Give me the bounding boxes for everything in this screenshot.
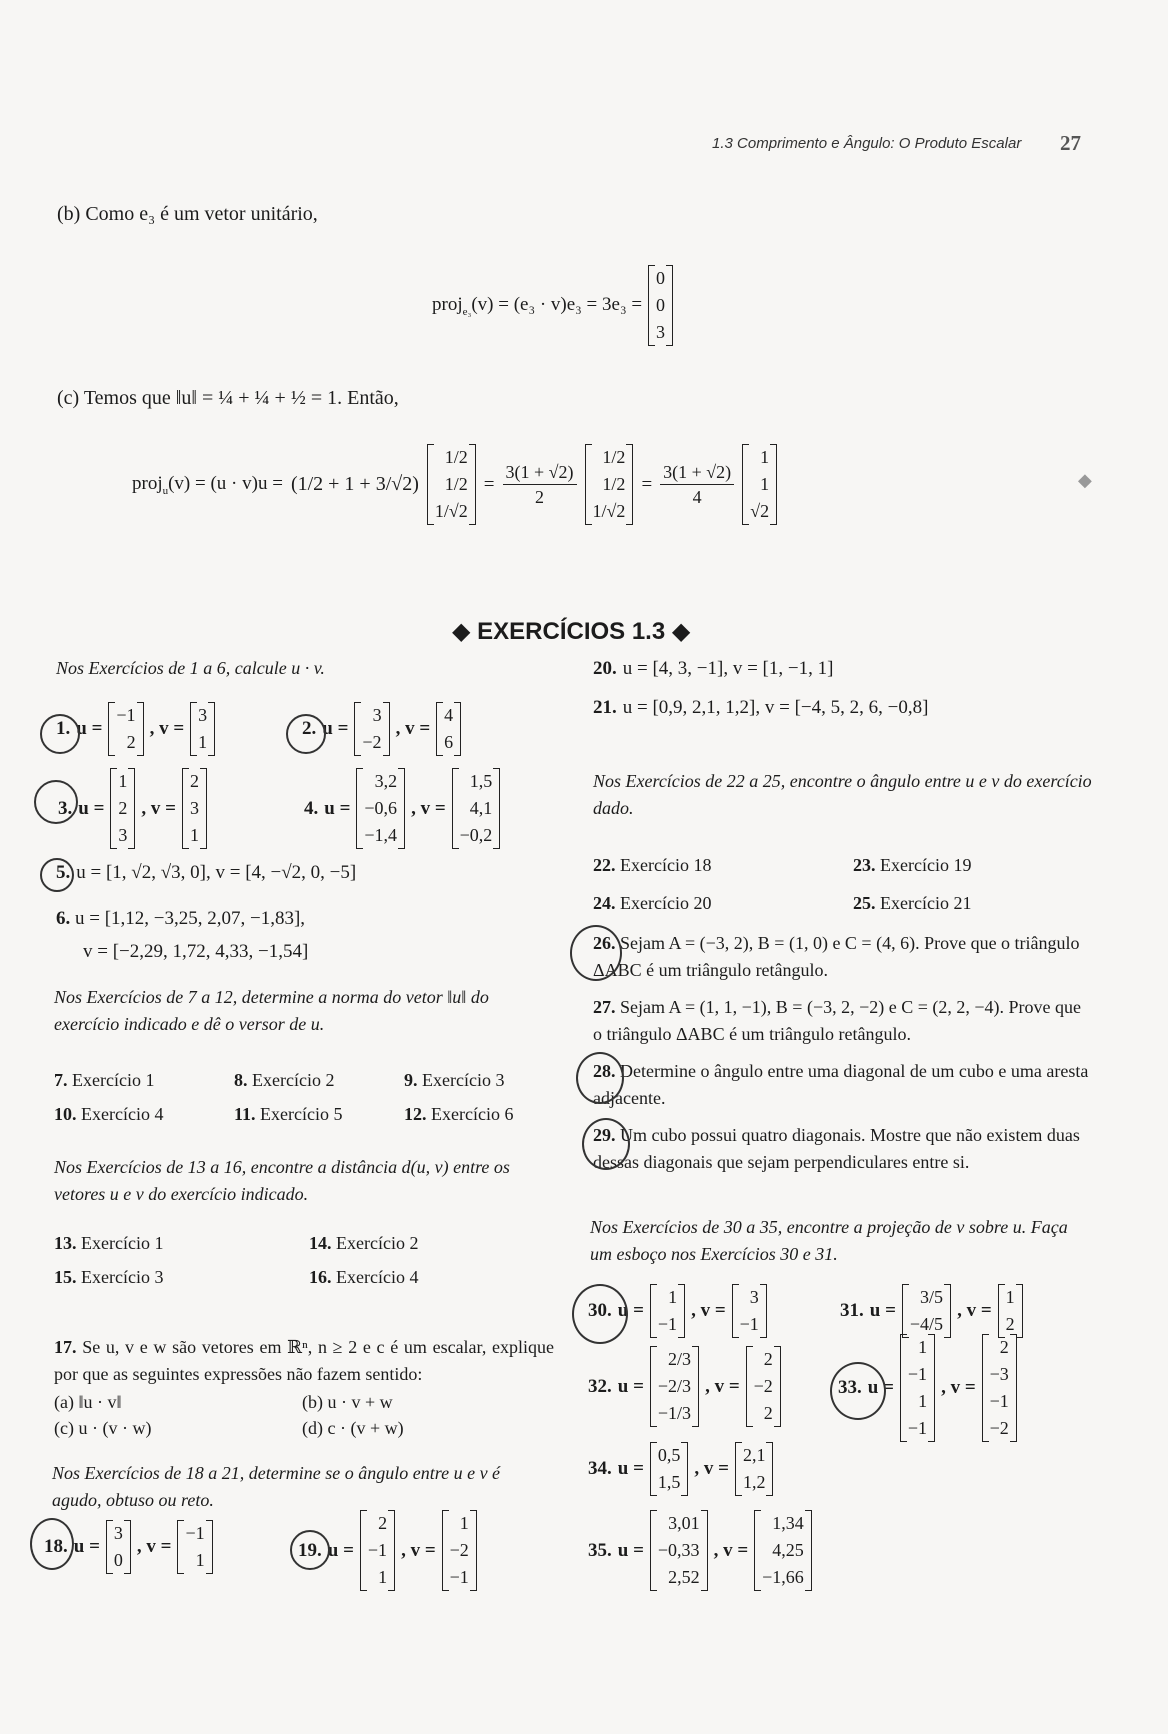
v-label: , v = <box>713 1539 749 1561</box>
c-vector-1 <box>427 444 476 525</box>
exercise-number: 16. <box>309 1267 332 1287</box>
c-fraction-1 <box>503 460 577 509</box>
u-label: u = <box>617 1458 644 1479</box>
vector-entry: −1/3 <box>657 1403 692 1423</box>
v-vector <box>436 702 461 756</box>
u-label: u = <box>327 1539 354 1561</box>
running-title: 1.3 Comprimento e Ângulo: O Produto Escalar <box>712 135 1022 152</box>
v-vector <box>982 1334 1017 1442</box>
exercise-number: 24. <box>593 893 616 913</box>
exercise-number: 27. <box>593 997 616 1017</box>
exercises-7-12 <box>54 1063 574 1131</box>
vector-entry: 3/5 <box>920 1287 944 1307</box>
diamond-icon: ◆ <box>1078 470 1092 490</box>
handwritten-circle <box>40 714 80 754</box>
exercises-22-25 <box>593 846 1073 922</box>
exercise-29 <box>593 1122 1093 1176</box>
numerator: 3(1 + √2) <box>503 460 577 485</box>
c-vector-2 <box>585 444 634 525</box>
c-fraction-2 <box>660 460 734 509</box>
vector-entry: −0,6 <box>364 798 398 818</box>
vector-entry: 1 <box>189 825 199 845</box>
vector-entry: −1 <box>367 1540 388 1560</box>
vector-entry: 3 <box>749 1287 759 1307</box>
exercise-number: 17. <box>54 1337 77 1357</box>
vector-entry: −1 <box>907 1418 928 1438</box>
u-vector <box>110 768 135 849</box>
vector-entry: 3 <box>118 825 128 845</box>
u-label: u = <box>76 718 103 739</box>
v-label: , v = <box>149 718 185 739</box>
vector-entry: 2 <box>999 1337 1009 1357</box>
vector-entry: 3 <box>189 798 199 818</box>
exercise-ref: Exercício 5 <box>260 1104 343 1124</box>
exercise-ref: Exercício 4 <box>81 1104 164 1124</box>
vector-entry: 3 <box>113 1523 123 1543</box>
exercise-number: 21. <box>593 697 617 718</box>
u-vector <box>650 1346 699 1427</box>
handwritten-circle <box>572 1284 628 1344</box>
vector-entry: 1 <box>118 771 128 791</box>
denominator: 4 <box>692 487 702 507</box>
handwritten-circle <box>576 1052 624 1104</box>
vector-entry: 1 <box>918 1337 928 1357</box>
exercise-number: 15. <box>54 1267 77 1287</box>
vector-entry: 1 <box>668 1287 678 1307</box>
exercise-34 <box>588 1442 773 1496</box>
proj-mid: (v) = (u · v)u = <box>168 472 283 494</box>
instructions-30-35: Nos Exercícios de 30 a 35, encontre a projeção de v sobre u. Faça um esboço nos Exercícios 30 e 31. <box>590 1217 1068 1264</box>
exercise-17-parts <box>54 1389 502 1441</box>
u-label: u = <box>324 797 351 819</box>
equals-sign: = <box>483 473 495 495</box>
u-vector <box>106 1520 131 1574</box>
vector-entry: 4,25 <box>772 1540 804 1560</box>
exercise-ref: Exercício 6 <box>431 1104 514 1124</box>
u-label: u = <box>617 1539 644 1561</box>
v-label: , v = <box>957 1300 992 1321</box>
numerator: 3(1 + √2) <box>660 460 734 485</box>
exercise-text: u = [4, 3, −1], v = [1, −1, 1] <box>622 658 834 679</box>
exercise-number: 11. <box>234 1104 256 1124</box>
exercise-ref: Exercício 20 <box>620 893 712 913</box>
exercise-ref: Exercício 1 <box>72 1070 155 1090</box>
instructions-22-25: Nos Exercícios de 22 a 25, encontre o ângulo entre u e v do exercício dado. <box>593 771 1092 818</box>
vector-entry: −4/5 <box>909 1314 944 1334</box>
instructions-18-21: Nos Exercícios de 18 a 21, determine se o ângulo entre u e v é agudo, obtuso ou reto. <box>52 1463 501 1510</box>
section-title: ◆ EXERCÍCIOS 1.3 ◆ <box>452 618 691 645</box>
v-label: , v = <box>395 718 431 739</box>
denominator: 2 <box>535 487 545 507</box>
vector-entry: −1 <box>185 1523 205 1543</box>
vector-entry: −0,33 <box>657 1540 700 1560</box>
v-vector <box>998 1284 1023 1338</box>
exercise-ref: Exercício 2 <box>252 1070 335 1090</box>
exercise-number: 31. <box>840 1300 864 1321</box>
exercise-ref: Exercício 3 <box>81 1267 164 1287</box>
exercise-5 <box>56 862 356 884</box>
u-vector <box>354 702 389 756</box>
v-label: , v = <box>411 797 446 819</box>
vector-entry: 3 <box>198 705 208 725</box>
handwritten-circle <box>40 858 74 892</box>
vector-entry: 0 <box>656 268 666 288</box>
vector-entry: √2 <box>750 501 770 521</box>
vector-entry: −3 <box>989 1364 1009 1384</box>
exercise-35 <box>588 1510 812 1591</box>
v-label: , v = <box>141 797 176 819</box>
vector-entry: 1/2 <box>444 447 468 467</box>
vector-entry: 2,52 <box>668 1567 700 1587</box>
exercise-text: Se u, v e w são vetores em ℝⁿ, n ≥ 2 e c é um escalar, explique por que as seguintes expressões não fazem sentido: <box>54 1337 554 1384</box>
vector-entry: −1,4 <box>364 825 398 845</box>
exercise-ref: Exercício 19 <box>880 855 972 875</box>
u-label: u = <box>78 797 105 819</box>
exercise-number: 10. <box>54 1104 77 1124</box>
instructions-7-12: Nos Exercícios de 7 a 12, determine a norma do vetor ‖u‖ do exercício indicado e dê o versor de u. <box>54 987 489 1034</box>
exercise-text: u = [1, √2, √3, 0], v = [4, −√2, 0, −5] <box>76 862 357 883</box>
exercise-ref: Exercício 18 <box>620 855 712 875</box>
vector-entry: −1 <box>739 1314 759 1334</box>
exercise-number: 25. <box>853 893 876 913</box>
exercise-text: u = [0,9, 2,1, 1,2], v = [−4, 5, 2, 6, −0,8] <box>622 697 929 718</box>
vector-entry: 4,1 <box>469 798 493 818</box>
u-vector <box>900 1334 935 1442</box>
exercise-number: 33. <box>838 1377 862 1398</box>
v-vector <box>190 702 215 756</box>
proj-mid: (v) = (e₃ · v)e₃ = 3e₃ = <box>471 293 643 315</box>
vector-entry: 2 <box>763 1403 773 1423</box>
solution-c-equation <box>132 444 777 525</box>
exercise-number: 7. <box>54 1070 68 1090</box>
exercise-1 <box>56 702 215 756</box>
v-label: , v = <box>691 1300 726 1321</box>
v-label: , v = <box>401 1539 436 1561</box>
exercise-text: Determine o ângulo entre uma diagonal de um cubo e uma aresta adjacente. <box>593 1061 1089 1108</box>
exercise-ref: Exercício 4 <box>336 1267 419 1287</box>
page-number: 27 <box>1060 131 1081 155</box>
vector-entry: 3 <box>656 322 666 342</box>
v-vector <box>754 1510 812 1591</box>
vector-entry: 1,5 <box>469 771 493 791</box>
exercise-ref: Exercício 21 <box>880 893 972 913</box>
u-vector <box>356 768 405 849</box>
v-vector <box>177 1520 212 1574</box>
exercise-text: Sejam A = (−3, 2), B = (1, 0) e C = (4, 6). Prove que o triângulo ΔABC é um triângulo retângulo. <box>593 933 1080 980</box>
vector-entry: 3 <box>372 705 382 725</box>
part-d: (d) c · (v + w) <box>302 1418 404 1438</box>
exercise-32 <box>588 1346 781 1427</box>
vector-entry: −2 <box>449 1540 469 1560</box>
exercise-26 <box>593 930 1093 984</box>
exercise-number: 29. <box>593 1125 616 1145</box>
exercise-number: 32. <box>588 1375 612 1397</box>
exercise-ref: Exercício 3 <box>422 1070 505 1090</box>
exercise-number: 20. <box>593 658 617 679</box>
vector-entry: −1 <box>907 1364 928 1384</box>
vector-entry: 3,01 <box>668 1513 700 1533</box>
instructions-13-16: Nos Exercícios de 13 a 16, encontre a distância d(u, v) entre os vetores u e v do exercício indicado. <box>54 1157 510 1204</box>
vector-entry: 2/3 <box>668 1349 692 1369</box>
u-label: u = <box>73 1536 100 1557</box>
u-label: u = <box>617 1375 644 1397</box>
vector-entry: 2,1 <box>742 1445 766 1465</box>
vector-entry: −2/3 <box>657 1376 692 1396</box>
b-result-vector <box>648 265 673 346</box>
equals-sign: = <box>641 473 653 495</box>
part-c: (c) u · (v · w) <box>54 1418 152 1438</box>
vector-entry: 2 <box>118 798 128 818</box>
handwritten-circle <box>570 925 622 981</box>
exercise-number: 13. <box>54 1233 77 1253</box>
exercise-ref: Exercício 1 <box>81 1233 164 1253</box>
vector-entry: 1/√2 <box>434 501 468 521</box>
exercise-number: 14. <box>309 1233 332 1253</box>
exercise-28 <box>593 1058 1093 1112</box>
vector-entry: 4 <box>444 705 454 725</box>
vector-entry: 1/2 <box>444 474 468 494</box>
vector-entry: −2 <box>362 732 382 752</box>
vector-entry: 2 <box>763 1349 773 1369</box>
vector-entry: −1 <box>449 1567 469 1587</box>
vector-entry: 0,5 <box>657 1445 681 1465</box>
handwritten-circle <box>290 1530 330 1570</box>
vector-entry: −1 <box>116 705 136 725</box>
exercise-number: 34. <box>588 1458 612 1479</box>
vector-entry: 1 <box>459 1513 469 1533</box>
exercise-number: 3. <box>58 797 73 819</box>
u-vector <box>360 1510 395 1591</box>
exercise-text: Sejam A = (1, 1, −1), B = (−3, 2, −2) e C = (2, 2, −4). Prove que o triângulo ΔABC é um triângulo retângulo. <box>593 997 1082 1044</box>
u-vector <box>902 1284 951 1338</box>
vector-entry: 1,5 <box>657 1472 681 1492</box>
vector-entry: 3,2 <box>374 771 398 791</box>
solution-c-intro: (c) Temos que ‖u‖ = ¼ + ¼ + ½ = 1. Então, <box>57 387 399 409</box>
vector-entry: 1,34 <box>772 1513 804 1533</box>
vector-entry: 1 <box>760 474 770 494</box>
vector-entry: 6 <box>444 732 454 752</box>
vector-entry: 1,2 <box>742 1472 766 1492</box>
exercise-2 <box>302 702 461 756</box>
part-a: (a) ‖u · v‖ <box>54 1392 122 1412</box>
handwritten-circle <box>582 1118 630 1170</box>
exercise-ref: Exercício 2 <box>336 1233 419 1253</box>
vector-entry: −2 <box>753 1376 773 1396</box>
proj-label: proj <box>432 293 463 315</box>
vector-entry: 1 <box>1005 1287 1015 1307</box>
vector-entry: 2 <box>378 1513 388 1533</box>
exercise-20 <box>593 658 833 680</box>
exercises-13-16 <box>54 1226 509 1294</box>
vector-entry: −1,66 <box>762 1567 804 1587</box>
exercise-4 <box>304 768 500 849</box>
handwritten-circle <box>286 714 326 754</box>
instructions-1-6: Nos Exercícios de 1 a 6, calcule u · v. <box>56 658 325 678</box>
exercise-number: 6. <box>56 908 71 929</box>
exercise-line: v = [−2,29, 1,72, 4,33, −1,54] <box>83 941 309 962</box>
exercise-number: 8. <box>234 1070 248 1090</box>
u-vector <box>650 1284 685 1338</box>
handwritten-circle <box>830 1362 886 1420</box>
exercise-number: 4. <box>304 797 319 819</box>
exercise-27 <box>593 994 1093 1048</box>
scalar-factor: (1/2 + 1 + 3/√2) <box>290 473 419 495</box>
u-vector <box>650 1442 689 1496</box>
handwritten-circle <box>30 1518 74 1570</box>
exercise-17 <box>54 1334 554 1388</box>
proj-label: proj <box>132 472 163 494</box>
vector-entry: −1 <box>657 1314 678 1334</box>
v-vector <box>442 1510 477 1591</box>
exercise-number: 12. <box>404 1104 427 1124</box>
exercise-number: 1. <box>56 718 71 739</box>
v-vector <box>735 1442 774 1496</box>
vector-entry: 1 <box>918 1391 928 1411</box>
vector-entry: 0 <box>113 1550 123 1570</box>
exercise-number: 18. <box>44 1536 68 1557</box>
u-label: u = <box>617 1300 644 1321</box>
u-vector <box>650 1510 708 1591</box>
v-label: , v = <box>941 1377 976 1398</box>
vector-entry: 1/2 <box>602 447 626 467</box>
u-label: u = <box>869 1300 896 1321</box>
vector-entry: 1 <box>198 732 208 752</box>
handwritten-circle <box>34 780 78 824</box>
u-vector <box>108 702 143 756</box>
vector-entry: 1 <box>760 447 770 467</box>
v-vector <box>732 1284 767 1338</box>
exercise-number: 9. <box>404 1070 418 1090</box>
v-vector <box>746 1346 781 1427</box>
u-label: u = <box>867 1377 894 1398</box>
v-vector <box>182 768 207 849</box>
u-label: u = <box>322 718 349 739</box>
proj-sub: e₃ <box>462 305 472 318</box>
exercise-6 <box>56 902 308 968</box>
vector-entry: 0 <box>656 295 666 315</box>
vector-entry: 2 <box>1005 1314 1015 1334</box>
exercise-number: 5. <box>56 862 71 883</box>
v-label: , v = <box>705 1375 740 1397</box>
vector-entry: 1 <box>195 1550 205 1570</box>
exercise-number: 19. <box>298 1539 322 1561</box>
exercise-number: 2. <box>302 718 317 739</box>
v-label: , v = <box>694 1458 729 1479</box>
exercise-number: 30. <box>588 1300 612 1321</box>
exercise-number: 35. <box>588 1539 612 1561</box>
solution-b-intro: (b) Como e₃ é um vetor unitário, <box>57 203 318 225</box>
vector-entry: −1 <box>989 1391 1009 1411</box>
vector-entry: 1 <box>378 1567 388 1587</box>
exercise-21 <box>593 697 928 719</box>
v-label: , v = <box>136 1536 172 1557</box>
v-vector <box>452 768 501 849</box>
vector-entry: 1/2 <box>602 474 626 494</box>
exercise-number: 23. <box>853 855 876 875</box>
exercise-number: 26. <box>593 933 616 953</box>
exercise-number: 28. <box>593 1061 616 1081</box>
vector-entry: −0,2 <box>459 825 493 845</box>
vector-entry: −2 <box>989 1418 1009 1438</box>
solution-b-equation <box>432 265 673 346</box>
exercise-3 <box>58 768 207 849</box>
vector-entry: 1/√2 <box>592 501 626 521</box>
c-vector-3 <box>742 444 777 525</box>
vector-entry: 2 <box>189 771 199 791</box>
exercise-number: 22. <box>593 855 616 875</box>
exercise-line: u = [1,12, −3,25, 2,07, −1,83], <box>75 908 306 929</box>
exercise-31 <box>840 1284 1023 1338</box>
vector-entry: 2 <box>126 732 136 752</box>
proj-sub: u <box>162 484 169 497</box>
exercise-text: Um cubo possui quatro diagonais. Mostre que não existem duas dessas diagonais que sejam perpendiculares entre si. <box>593 1125 1080 1172</box>
part-b: (b) u · v + w <box>302 1392 393 1412</box>
